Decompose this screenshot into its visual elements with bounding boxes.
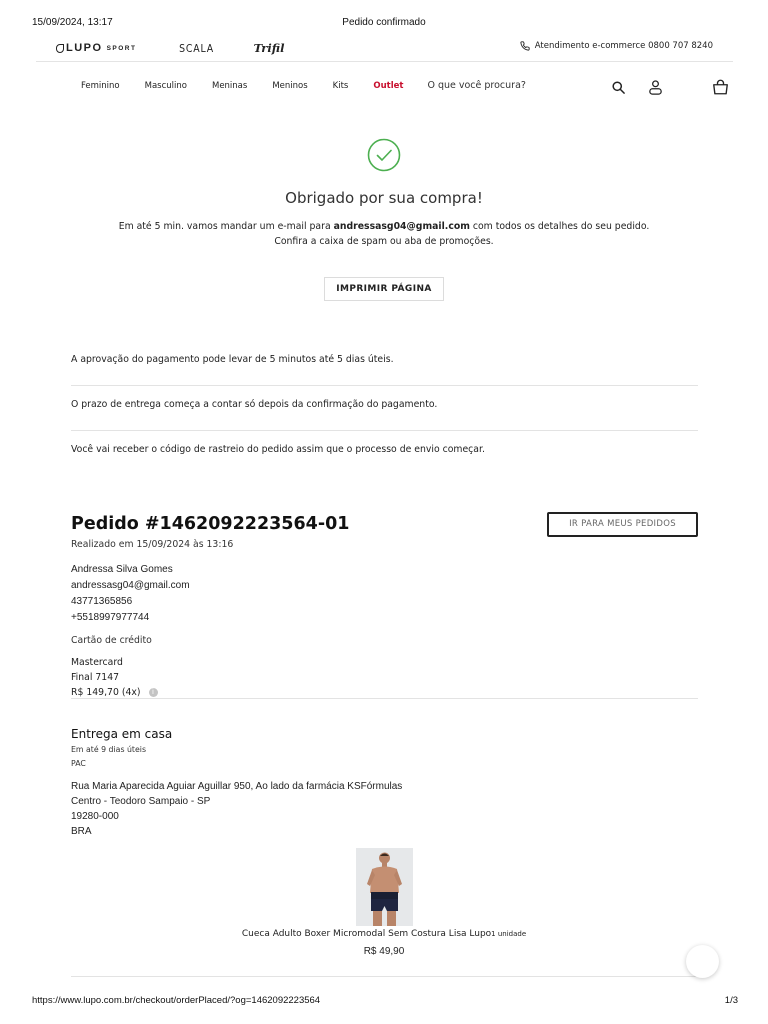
trifil-logo[interactable]: Trifil — [253, 41, 285, 55]
spam-notice: Confira a caixa de spam ou aba de promoções. — [274, 236, 494, 247]
print-timestamp: 15/09/2024, 13:17 — [32, 17, 113, 28]
card-brand: Mastercard — [71, 657, 123, 668]
payment-amount: R$ 149,70 (4x) — [71, 687, 141, 698]
nav-item-outlet[interactable]: Outlet — [373, 80, 404, 91]
order-date: Realizado em 15/09/2024 às 13:16 — [71, 539, 234, 550]
info-icon[interactable]: i — [149, 688, 158, 697]
brand-bar — [56, 38, 284, 58]
address-street: Rua Maria Aparecida Aguiar Aguillar 950, Ao lado da farmácia KSFórmulas — [71, 781, 403, 792]
notice-payment-approval: A aprovação do pagamento pode levar de 5 minutos até 5 dias úteis. — [71, 341, 698, 386]
customer-phone: +5518997977744 — [71, 612, 150, 623]
scala-logo[interactable]: SCALA — [179, 41, 215, 55]
payment-info — [71, 655, 158, 700]
user-icon[interactable] — [647, 78, 664, 100]
notice-delivery-time: O prazo de entrega começa a contar só depois da confirmação do pagamento. — [71, 386, 698, 431]
thank-you-title: Obrigado por sua compra! — [285, 189, 483, 207]
payment-divider — [71, 698, 698, 699]
chat-button[interactable] — [686, 945, 719, 978]
customer-info — [71, 562, 190, 626]
nav-item-meninos[interactable]: Meninos — [272, 80, 308, 91]
product-name-row — [0, 929, 768, 939]
nav-item-meninas[interactable]: Meninas — [211, 80, 248, 91]
card-ending: Final 7147 — [71, 672, 120, 683]
bag-icon[interactable] — [711, 78, 730, 100]
main-nav — [81, 80, 526, 91]
notice-tracking-code: Você vai receber o código de rastreio do pedido assim que o processo de envio começar. — [71, 444, 485, 455]
product-price: R$ 49,90 — [363, 946, 405, 957]
customer-name: Andressa Silva Gomes — [71, 564, 173, 575]
lupo-logo-mark — [56, 44, 64, 53]
phone-icon — [520, 41, 530, 51]
lupo-sport-text: SPORT — [106, 44, 137, 52]
nav-item-feminino[interactable]: Feminino — [81, 80, 120, 91]
print-page-number: 1/3 — [724, 995, 738, 1006]
email-notice-suffix: com todos os detalhes do seu pedido. — [469, 221, 650, 232]
search-input[interactable]: O que você procura? — [427, 80, 526, 91]
customer-email-highlight: andressasg04@gmail.com — [333, 221, 470, 232]
header-divider — [36, 61, 733, 62]
product-divider — [71, 976, 698, 977]
lupo-sport-logo[interactable] — [56, 42, 136, 54]
print-page-title: Pedido confirmado — [342, 17, 426, 28]
payment-method-heading: Cartão de crédito — [71, 635, 152, 646]
confirmation-section — [0, 138, 768, 301]
print-page-button[interactable]: IMPRIMIR PÁGINA — [324, 277, 444, 301]
delivery-eta: Em até 9 dias úteis — [71, 745, 147, 754]
my-orders-button[interactable]: IR PARA MEUS PEDIDOS — [547, 512, 698, 537]
address-zip: 19280-000 — [71, 811, 119, 822]
check-circle-icon — [367, 138, 401, 176]
delivery-carrier: PAC — [71, 759, 86, 768]
print-url: https://www.lupo.com.br/checkout/orderPlaced/?og=1462092223564 — [32, 995, 321, 1006]
product-quantity: 1 unidade — [491, 930, 527, 938]
search-icon[interactable] — [611, 80, 626, 99]
delivery-address — [71, 779, 402, 839]
nav-item-kits[interactable]: Kits — [332, 80, 349, 91]
notices-list — [71, 341, 698, 476]
product-name[interactable]: Cueca Adulto Boxer Micromodal Sem Costura Lisa Lupo — [241, 929, 492, 939]
customer-document: 43771365856 — [71, 596, 133, 607]
header-actions — [611, 78, 730, 100]
email-notice-prefix: Em até 5 min. vamos mandar um e-mail para — [118, 221, 334, 232]
address-city: Centro - Teodoro Sampaio - SP — [71, 796, 211, 807]
delivery-title: Entrega em casa — [71, 727, 173, 741]
customer-email: andressasg04@gmail.com — [71, 580, 190, 591]
nav-item-masculino[interactable]: Masculino — [144, 80, 187, 91]
email-notice — [0, 219, 768, 249]
order-title: Pedido #1462092223564-01 — [71, 514, 350, 534]
product-image[interactable] — [356, 848, 413, 926]
support-contact[interactable] — [520, 41, 713, 51]
address-country: BRA — [71, 826, 92, 837]
lupo-logo-text: LUPO — [66, 42, 103, 54]
support-label: Atendimento e-commerce 0800 707 8240 — [534, 41, 713, 51]
